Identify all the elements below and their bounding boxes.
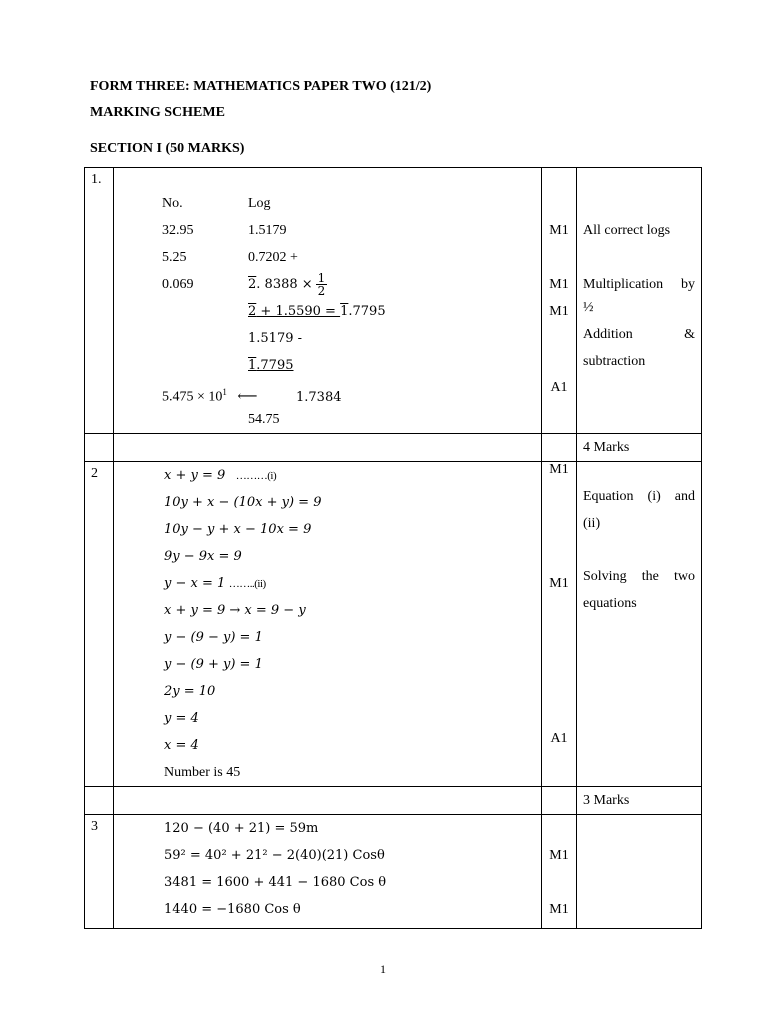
comment-text: Equation (i) and [583,489,695,504]
equation-line: 10y − y + x − 10x = 9 [164,522,312,537]
comment-text: equations [583,596,637,611]
equation-line: x = 4 [164,738,199,753]
question-number-cell [85,815,114,929]
working-cell [114,168,542,434]
equation-line: 120 − (40 + 21) = 59m [164,821,319,836]
log-value [248,271,327,298]
bar-digit: 1 [248,358,257,373]
equation-line: 2y = 10 [164,684,216,699]
mark-label: M1 [549,462,569,477]
antilog-result: $5.475 \times 10^1$ ⟵ [162,387,258,405]
marks-cell [542,168,577,434]
equation-line: y − x = 1 [164,576,226,591]
equation-tag: ……..(ii) [228,578,266,590]
working-cell [114,462,542,787]
mark-label: M1 [549,277,569,292]
comment-text: ½ [583,300,594,315]
equation-line: 9y − 9x = 9 [164,549,242,564]
question-number: 2 [91,466,98,481]
column-log-header: Log [248,196,271,211]
bar-digit: 2 [248,277,257,292]
comment-text: Addition & [583,327,695,342]
arrow-icon: ⟵ [237,389,258,405]
log-remainder: . 8388 × [256,277,313,292]
addition-line [248,298,386,325]
marks-cell [542,815,577,929]
marks-cell [542,462,577,787]
question-1-total-row [85,434,702,462]
column-no-header: No. [162,196,183,211]
mark-label: A1 [550,731,568,746]
equation-line: y − (9 + y) = 1 [164,657,263,672]
comment-text: subtraction [583,354,646,369]
question-1-row [85,168,702,434]
equation-line: x + y = 9 → x = 9 − y [164,603,306,618]
comment-text: All correct logs [583,223,671,238]
question-number: 3 [91,819,98,834]
fraction-numerator: 1 [317,271,326,285]
total-marks: 4 Marks [583,440,630,455]
half-fraction [316,272,328,297]
conclusion-line: Number is 45 [164,765,241,780]
question-2-total-row [85,787,702,815]
question-3-row [85,815,702,929]
bar-digit: 1 [340,304,349,319]
document-subtitle: MARKING SCHEME [90,105,225,120]
mark-label: M1 [549,223,569,238]
comments-cell [577,815,702,929]
comment-text: (ii) [583,516,601,531]
number-value: 5.25 [162,250,187,265]
comments-cell [577,168,702,434]
working-cell [114,815,542,929]
mark-label: A1 [550,380,568,395]
question-number-cell [85,462,114,787]
mark-label: M1 [549,848,569,863]
subtrahend-line [248,352,294,379]
exponent: 1 [222,387,227,397]
log-value: 0.7202 + [248,250,298,265]
log-value: 1.5179 [248,223,287,238]
comments-cell [577,462,702,787]
addition-middle: + 1.5590 = [256,304,341,319]
equation-line: 1440 = −1680 Cos θ [164,902,301,917]
question-number: 1. [91,172,102,187]
equation-line: 10y + x − (10x + y) = 9 [164,495,322,510]
question-number-cell [85,168,114,434]
final-answer: 54.75 [248,412,280,427]
marking-scheme-table [84,167,702,929]
equation-line: y − (9 − y) = 1 [164,630,263,645]
section-heading: SECTION I (50 MARKS) [90,141,245,156]
mark-label: M1 [549,576,569,591]
comment-text: Multiplication by [583,277,695,292]
subtrahend-rest: .7795 [256,358,294,373]
number-value: 0.069 [162,277,194,292]
page-number: 1 [380,962,386,976]
equation-line: y = 4 [164,711,199,726]
mark-label: M1 [549,902,569,917]
paper-title: FORM THREE: MATHEMATICS PAPER TWO (121/2) [90,79,432,94]
bar-digit: 2 [248,304,257,319]
equation-tag: ………(i) [235,470,277,482]
log-sum: 1.7384 [296,389,342,405]
question-2-row [85,462,702,787]
fraction-denominator: 2 [317,284,326,298]
equation-line: x + y = 9 [164,468,226,483]
number-value: 32.95 [162,223,194,238]
subtraction-line: 1.5179 - [248,331,303,346]
comment-text: Solving the two [583,569,695,584]
mark-label: M1 [549,304,569,319]
total-marks: 3 Marks [583,793,630,808]
equation-line: 3481 = 1600 + 441 − 1680 Cos θ [164,875,387,890]
equation-line: 59² = 40² + 21² − 2(40)(21) Cosθ [164,848,385,863]
addition-result: .7795 [348,304,386,319]
